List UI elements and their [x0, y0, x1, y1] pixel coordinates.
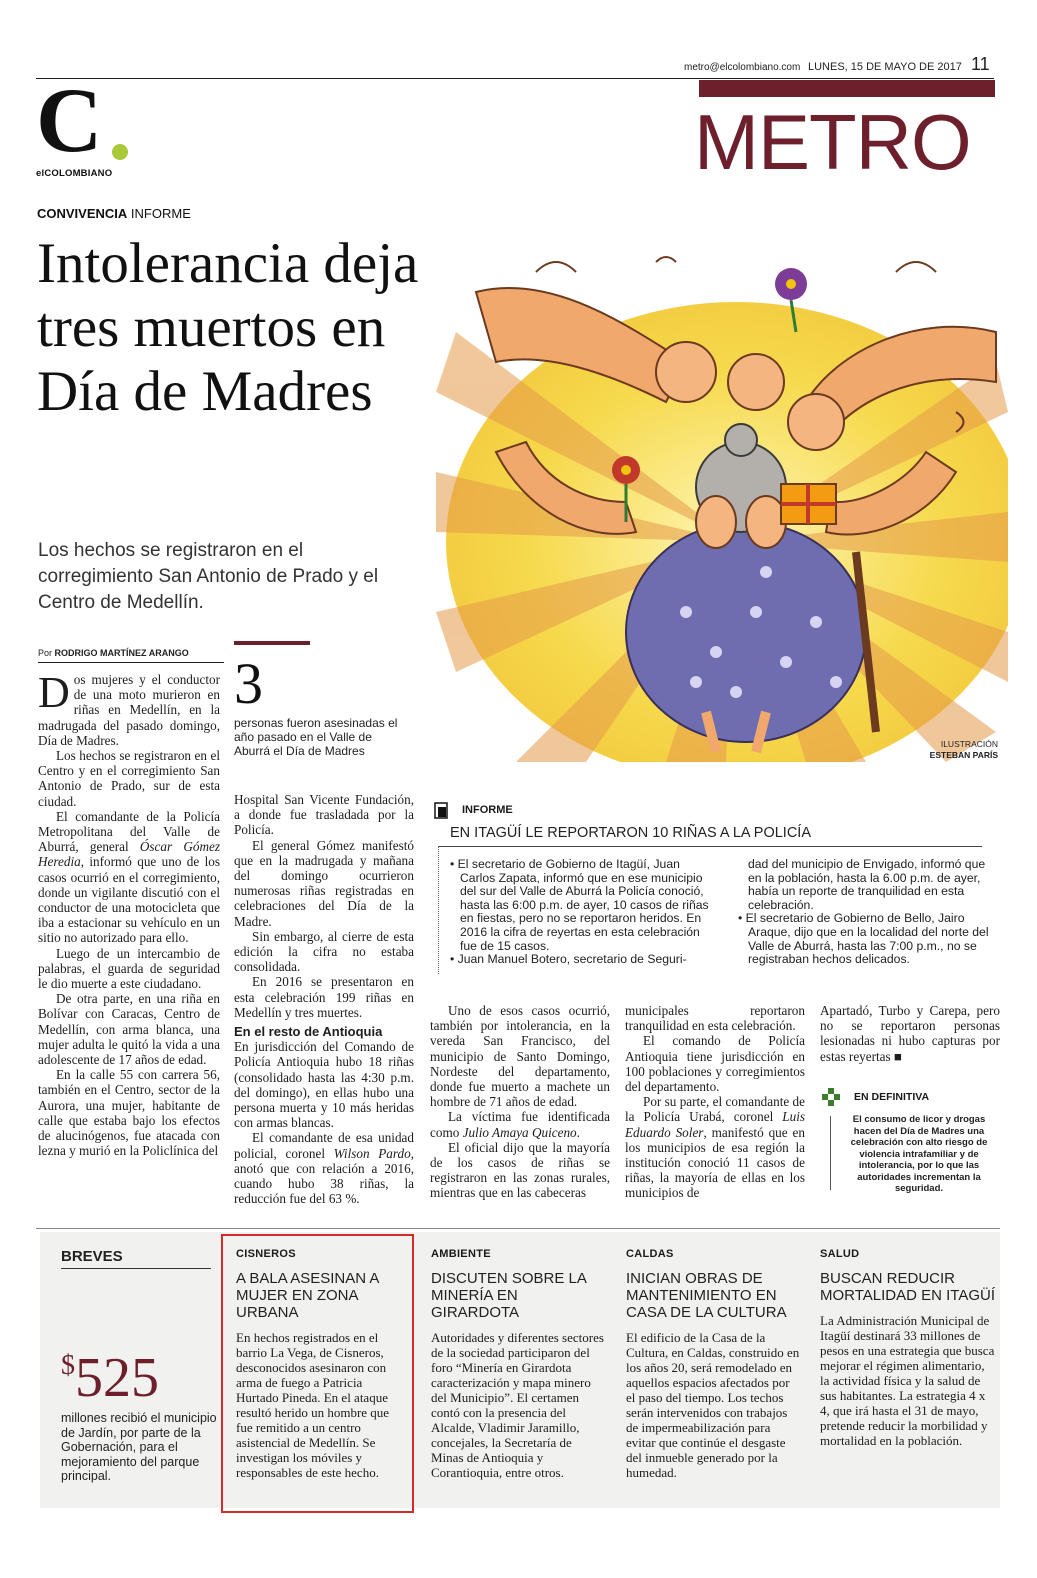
col1-paragraph: os mujeres y el conductor de una moto murieron en riñas en Medellín, en la madrugada del pasado domingo, Día de Madres. — [38, 672, 220, 748]
breves-top-rule — [36, 1228, 1000, 1229]
section-title: METRO — [694, 98, 971, 186]
col2-paragraph: En 2016 se presentaron en esta celebración 199 riñas en Medellín y tres muertes. — [234, 974, 414, 1020]
checker-icon — [822, 1088, 840, 1106]
col1-paragraph: De otra parte, en una riña en Bolívar con Caracas, Centro de Medellín, con arma blanca, una mujer adulta le quitó la vida a una adolescente de 17 años de edad. — [38, 991, 220, 1068]
brief-salud — [820, 1248, 996, 1448]
col2-paragraph: Hospital San Vicente Fundación, a donde fue trasladada por la Policía. — [234, 792, 414, 838]
col4-text: Por su parte, el comandante de la Policía Urabá, coronel — [625, 1094, 805, 1125]
informe-item: dad del municipio de Envigado, informó que en la población, hasta la 6.00 p.m. de ayer, había un reporte de tranquilidad en esta celebración. — [748, 857, 986, 912]
logo-letter: C — [36, 69, 103, 171]
person-name: Óscar Gómez Heredia — [38, 839, 220, 870]
brief-caldas — [626, 1248, 802, 1480]
person-name: Julio Amaya Quiceno — [462, 1124, 577, 1140]
header-email: metro@elcolombiano.com — [684, 62, 801, 73]
person-name: Wilson Pardo — [333, 1145, 411, 1161]
stat-text: personas fueron asesinadas el año pasado en el Valle de Aburrá el Día de Madres — [234, 716, 398, 758]
header-rule — [36, 78, 994, 79]
drop-cap: D — [38, 668, 70, 717]
illustration-credit — [880, 739, 998, 761]
article-column-4 — [625, 1003, 805, 1201]
col1-paragraph: En la calle 55 con carrera 56, también en el Centro, sector de la Aurora, una mujer, habitante de calle que estaba bajo los efectos de alucinógenos, fue atacada con lezna y murió en la Policlínica del — [38, 1067, 220, 1159]
informe-item: El secretario de Gobierno de Bello, Jairo Araque, dijo que en la localidad del norte del Valle de Aburrá, hasta las 7:00 p.m., no se registraban hechos delicados. — [745, 911, 989, 967]
brief-text: El edificio de la Casa de la Cultura, en Caldas, construido en los años 20, será remodelado en aquellos espacios afectados por el paso del tiempo. Los techos serán intervenidos con trabajos de impermeabilización para evitar que continúe el desgaste del inmueble generado por la humedad. — [626, 1330, 800, 1480]
section-bar — [699, 80, 995, 97]
header-date: LUNES, 15 DE MAYO DE 2017 — [808, 61, 962, 73]
en-definitiva-label: EN DEFINITIVA — [854, 1091, 930, 1103]
brief-text: Autoridades y diferentes sectores de la sociedad participaron del foro “Minería en Girardota caracterización y mapa minero del Municipio”. El certamen contó con la presencia del Alcalde, Vladimir Jaramillo, concejales, la Secretaría de Minas de Antioquia y Corantioquia, entre otros. — [431, 1330, 604, 1480]
col3-text: La víctima fue identificada como — [430, 1109, 610, 1140]
brief-cisneros — [236, 1248, 406, 1480]
en-definitiva-rule — [830, 1116, 831, 1190]
col1-paragraph: Luego de un intercambio de palabras, el guarda de seguridad le dio muerte a este ciudadano. — [38, 945, 220, 992]
col3-text: . — [576, 1124, 580, 1140]
col3-paragraph: El oficial dijo que la mayoría de los casos de riñas se registraron en las zonas rurales, mientras que en las cabeceras — [430, 1139, 610, 1201]
brief-ambiente — [431, 1248, 607, 1480]
col4-paragraph: El comando de Policía Antioquia tiene jurisdicción en 100 poblaciones y corregimientos del departamento. — [625, 1033, 805, 1095]
col5-paragraph: Apartadó, Turbo y Carepa, pero no se reportaron personas lesionadas ni hubo capturas por estas reyertas ■ — [820, 1003, 1000, 1064]
breves-rule — [61, 1268, 211, 1269]
byline-author: RODRIGO MARTÍNEZ ARANGO — [54, 648, 189, 658]
brief-section: CALDAS — [626, 1248, 674, 1260]
informe-item: Juan Manuel Botero, secretario de Seguri- — [457, 952, 687, 967]
brief-headline: DISCUTEN SOBRE LA MINERÍA EN GIRARDOTA — [431, 1270, 587, 1321]
informe-side-rule — [438, 846, 439, 974]
byline-prefix: Por — [38, 648, 53, 658]
col1-text: , informó que uno de los casos ocurrió en el corregimiento, donde un vigilante discutió con el conductor de una motocicleta que iba a estacionar su vehículo en un sitio no autorizado para ello. — [38, 854, 220, 946]
informe-column-right: dad del municipio de Envigado, informó que en la población, hasta la 6.00 p.m. de ayer, había un reporte de tranquilidad en esta celebración. • El secretario de Gobierno de Bello, Jairo Araque, dijo que en la localidad del norte del Valle de Aburrá, hasta las 7:00 p.m., no se registraban hechos delicados. — [736, 858, 1002, 967]
kicker-section: CONVIVENCIA — [37, 206, 128, 221]
col4-paragraph: municipales reportaron tranquilidad en esta celebración. — [625, 1003, 805, 1034]
article-column-3 — [430, 1003, 610, 1201]
article-column-1 — [38, 668, 220, 1159]
brief-headline: A BALA ASESINAN A MUJER EN ZONA URBANA — [236, 1270, 379, 1321]
col3-paragraph: Uno de esos casos ocurrió, también por intolerancia, en la vereda San Francisco, del municipio de Santo Domingo, Nordeste del departamento, donde fue muerto a machete un hombre de 71 años de edad. — [430, 1003, 610, 1110]
illustration — [436, 212, 1008, 762]
informe-title: EN ITAGÜÍ LE REPORTARON 10 RIÑAS A LA POLICÍA — [450, 825, 812, 841]
col2-paragraph: En jurisdicción del Comando de Policía Antioquia hubo 18 riñas (consolidado hasta las 4:30 p.m. del domingo), en ellas hubo una persona muerta y 10 más heridas con armas blancas. — [234, 1039, 414, 1131]
illustration-label: ILUSTRACIÓN — [940, 739, 998, 749]
col2-text: , anotó que con relación a 2016, cuando hubo 38 riñas, la reducción fue del 63 %. — [234, 1145, 414, 1207]
stat-number: 3 — [234, 651, 263, 716]
brief-headline: INICIAN OBRAS DE MANTENIMIENTO EN CASA DE LA CULTURA — [626, 1270, 787, 1321]
brief-section: SALUD — [820, 1248, 860, 1260]
breves-amount — [61, 1347, 159, 1409]
brief-section: CISNEROS — [236, 1248, 296, 1260]
currency-symbol: $ — [61, 1350, 75, 1381]
informe-column-left: • El secretario de Gobierno de Itagüí, Juan Carlos Zapata, informó que en ese municipio del sur del Valle de Aburrá la Policía conoció, hasta las 6:00 p.m. de ayer, 10 casos de riñas en fiestas, pero no se reportaron heridos. En 2016 la cifra de reyertas en esta celebración fue de 15 casos. • Juan Manuel Botero, secretario de Seguri- — [450, 857, 709, 967]
brief-text: La Administración Municipal de Itagüí destinará 33 millones de pesos en una estrategia que busca mejorar el régimen alimentario, la actividad física y la salud de sus habitantes. La estrategia 4 x 4, que irá hasta el 31 de mayo, pretende reducir la morbilidad y mortalidad en la población. — [820, 1313, 995, 1448]
col2-text: El comandante de esa unidad policial, coronel — [234, 1130, 414, 1161]
informe-rule — [438, 846, 982, 847]
illustration-art — [436, 212, 1008, 762]
en-definitiva-box — [820, 1088, 1000, 1194]
informe-box — [432, 800, 1006, 980]
stat-accent-bar — [234, 641, 310, 645]
brief-section: AMBIENTE — [431, 1248, 491, 1260]
breves-amount-text: millones recibió el municipio de Jardín, por parte de la Gobernación, para el mejoramiento del parque principal. — [61, 1411, 217, 1483]
subheadline: Los hechos se registraron en el corregimiento San Antonio de Prado y el Centro de Medellín. — [38, 540, 379, 613]
byline-rule — [38, 662, 224, 663]
col1-text: El comandante de la Policía Metropolitana del Valle de Aburrá, general — [38, 808, 220, 855]
person-name: Luis Eduardo Soler — [625, 1109, 805, 1140]
brief-headline: BUSCAN REDUCIR MORTALIDAD EN ITAGÜÍ — [820, 1270, 996, 1304]
headline: Intolerancia deja tres muertos en Día de Madres — [37, 232, 419, 423]
illustrator-name: ESTEBAN PARÍS — [929, 750, 998, 760]
brief-text: En hechos registrados en el barrio La Vega, de Cisneros, desconocidos asesinaron con arma de fuego a Patricia Hurtado Pineda. En el ataque resultó herido un hombre que fue remitido a un centro asistencial de Medellín. Se investigan los móviles y responsables de este hecho. — [236, 1330, 390, 1480]
col2-paragraph: El general Gómez manifestó que en la madrugada y mañana del domingo ocurrieron numerosas riñas registradas en celebraciones del Día de la Madre. — [234, 837, 414, 929]
informe-label: INFORME — [462, 804, 513, 816]
page-number: 11 — [971, 54, 990, 74]
document-icon — [434, 802, 450, 820]
breves-label: BREVES — [61, 1248, 123, 1265]
col2-subhead: En el resto de Antioquia — [234, 1024, 383, 1040]
informe-item: El secretario de Gobierno de Itagüí, Juan Carlos Zapata, informó que en ese municipio del sur del Valle de Aburrá la Policía conoció, hasta las 6:00 p.m. de ayer, 10 casos de riñas en fiestas, pero no se reportaron heridos. En 2016 la cifra de reyertas en esta celebración fue de 15 casos. — [457, 857, 709, 953]
col4-text: , manifestó que en los municipios de esa región la institución conoció 11 casos de riñas, la mayoría de ellas en los municipios de — [625, 1124, 805, 1201]
logo — [36, 69, 136, 182]
col2-paragraph: Sin embargo, al cierre de esta edición la cifra no estaba consolidada. — [234, 928, 414, 975]
kicker-type: INFORME — [130, 206, 191, 221]
amount-value: 525 — [75, 1347, 159, 1409]
en-definitiva-text: El consumo de licor y drogas hacen del Día de Madres una celebración con alto riesgo de violencia intrafamiliar y de intolerancia, por lo que las autoridades incrementan la seguridad. — [850, 1114, 988, 1194]
article-column-2 — [234, 792, 414, 1206]
article-column-5 — [820, 1003, 1000, 1064]
logo-text: elCOLOMBIANO — [36, 168, 113, 179]
byline — [38, 648, 189, 658]
kicker — [37, 206, 191, 221]
col1-paragraph: Los hechos se registraron en el Centro y en el corregimiento San Antonio de Prado, sur de esta ciudad. — [38, 748, 220, 809]
logo-dot-icon — [112, 144, 128, 160]
